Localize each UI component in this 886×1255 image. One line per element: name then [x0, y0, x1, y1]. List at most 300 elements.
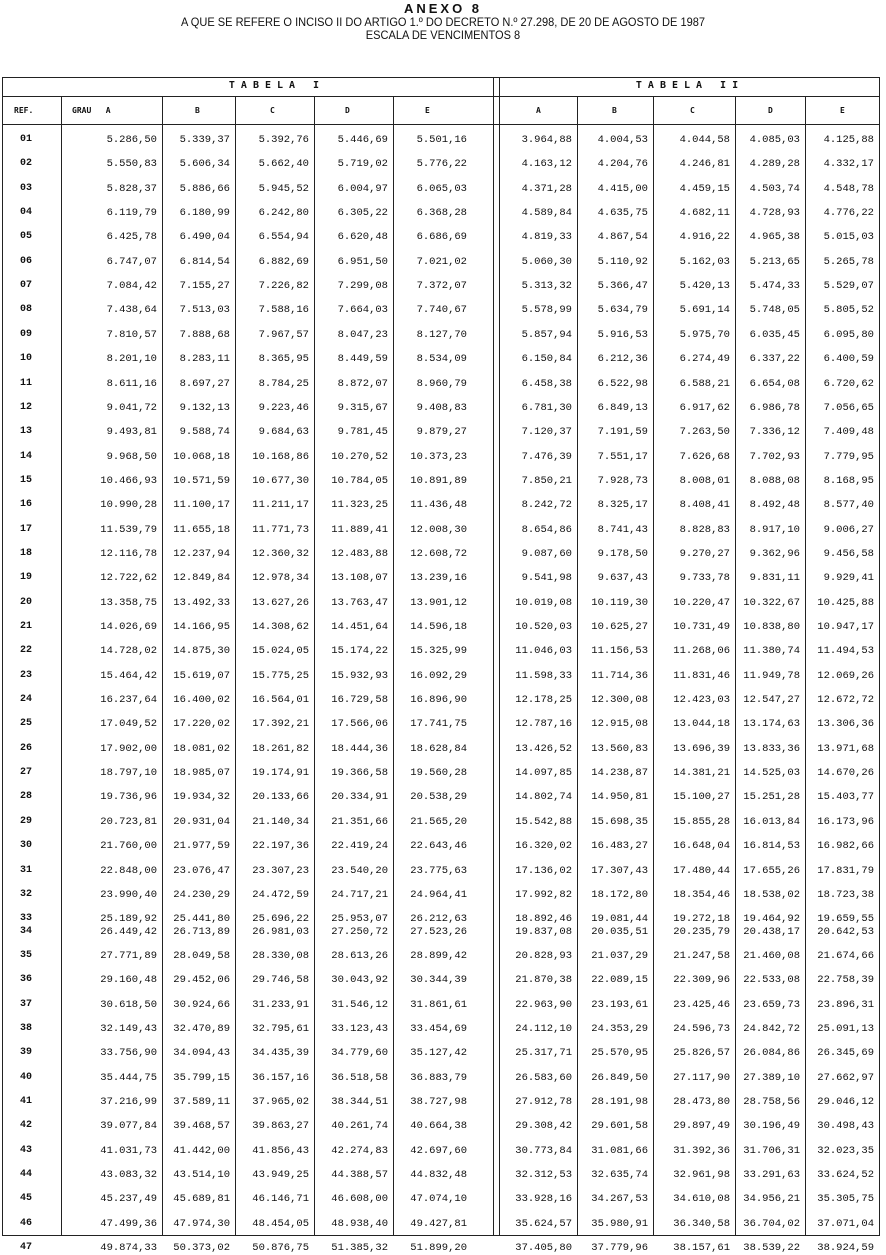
table-row: [0, 790, 886, 804]
table-row: [0, 157, 886, 171]
table-1-value-cell: 16.896,90: [410, 694, 467, 706]
table-2-value-cell: 37.779,96: [591, 1242, 648, 1254]
ref-cell: 44: [20, 1169, 33, 1180]
table-2-value-cell: 6.654,08: [749, 378, 800, 390]
table-1-value-cell: 6.747,07: [106, 256, 157, 268]
table-1-value-cell: 18.444,36: [331, 743, 388, 755]
table-2-value-cell: 14.381,21: [673, 767, 730, 779]
table-row: [0, 206, 886, 220]
table-1-value-cell: 25.953,07: [331, 913, 388, 925]
table-1-value-cell: 7.438,64: [106, 304, 157, 316]
table-1-value-cell: 5.886,66: [179, 183, 230, 195]
table-2-value-cell: 4.548,78: [823, 183, 874, 195]
table-2-value-cell: 9.006,27: [823, 524, 874, 536]
table-2-value-cell: 4.728,93: [749, 207, 800, 219]
table-2-value-cell: 5.420,13: [679, 280, 730, 292]
table-1-value-cell: 7.155,27: [179, 280, 230, 292]
table-1-value-cell: 9.223,46: [258, 402, 309, 414]
t1-col-header-e: E: [425, 106, 430, 115]
table-2-value-cell: 12.787,16: [515, 718, 572, 730]
table-row: [0, 839, 886, 853]
table-1-value-cell: 10.677,30: [252, 475, 309, 487]
table-1-value-cell: 6.305,22: [337, 207, 388, 219]
table-2-value-cell: 6.458,38: [521, 378, 572, 390]
table-2-value-cell: 5.691,14: [679, 304, 730, 316]
table-1-value-cell: 10.270,52: [331, 451, 388, 463]
table-2-value-cell: 32.312,53: [515, 1169, 572, 1181]
table-2-value-cell: 5.474,33: [749, 280, 800, 292]
table-1-value-cell: 14.875,30: [173, 645, 230, 657]
table-row: [0, 1071, 886, 1085]
table-2-value-cell: 9.541,98: [521, 572, 572, 584]
ref-cell: 39: [20, 1047, 33, 1058]
table-2-value-cell: 31.706,31: [743, 1145, 800, 1157]
table-1-value-cell: 25.189,92: [100, 913, 157, 925]
table-2-value-cell: 32.961,98: [673, 1169, 730, 1181]
table-1-value-cell: 11.100,17: [173, 499, 230, 511]
table-1-value-cell: 11.771,73: [252, 524, 309, 536]
table-1-value-cell: 44.832,48: [410, 1169, 467, 1181]
table-1-value-cell: 30.618,50: [100, 999, 157, 1011]
table-1-value-cell: 22.643,46: [410, 840, 467, 852]
table-1-value-cell: 27.771,89: [100, 950, 157, 962]
table-2-value-cell: 6.522,98: [597, 378, 648, 390]
table-1-value-cell: 14.451,64: [331, 621, 388, 633]
table-2-value-cell: 25.826,57: [673, 1047, 730, 1059]
table-row: [0, 1144, 886, 1158]
table-2-value-cell: 13.833,36: [743, 743, 800, 755]
table-2-value-cell: 10.838,80: [743, 621, 800, 633]
table-2-value-cell: 16.814,53: [743, 840, 800, 852]
table-2-value-cell: 13.971,68: [817, 743, 874, 755]
table-2-value-cell: 5.265,78: [823, 256, 874, 268]
table-row: [0, 352, 886, 366]
ref-cell: 11: [20, 378, 33, 389]
table-2-value-cell: 7.928,73: [597, 475, 648, 487]
table-2-value-cell: 26.849,50: [591, 1072, 648, 1084]
table-2-value-cell: 34.610,08: [673, 1193, 730, 1205]
table-1-value-cell: 7.740,67: [416, 304, 467, 316]
table-1-value-cell: 41.442,00: [173, 1145, 230, 1157]
scale-title: ESCALA DE VENCIMENTOS 8: [365, 28, 521, 42]
table-1-value-cell: 5.392,76: [258, 134, 309, 146]
table-row: [0, 620, 886, 634]
table-2-title: TABELA II: [635, 80, 745, 91]
t2-col-header-d: D: [768, 106, 773, 115]
table-1-value-cell: 27.523,26: [410, 926, 467, 938]
table-2-value-cell: 9.178,50: [597, 548, 648, 560]
table-2-value-cell: 4.459,15: [679, 183, 730, 195]
table-1-value-cell: 20.723,81: [100, 816, 157, 828]
table-2-value-cell: 14.802,74: [515, 791, 572, 803]
table-2-value-cell: 17.655,26: [743, 865, 800, 877]
table-2-value-cell: 35.305,75: [817, 1193, 874, 1205]
t2-col-header-e: E: [840, 106, 845, 115]
table-2-value-cell: 4.819,33: [521, 231, 572, 243]
table-2-value-cell: 24.112,10: [515, 1023, 572, 1035]
table-row: [0, 596, 886, 610]
table-2-value-cell: 26.084,86: [743, 1047, 800, 1059]
table-2-value-cell: 30.773,84: [515, 1145, 572, 1157]
ref-cell: 35: [20, 950, 33, 961]
table-2-value-cell: 32.635,74: [591, 1169, 648, 1181]
table-row: [0, 450, 886, 464]
table-1-value-cell: 48.938,40: [331, 1218, 388, 1230]
table-2-value-cell: 34.956,21: [743, 1193, 800, 1205]
table-row: [0, 1217, 886, 1231]
table-2-value-cell: 17.992,82: [515, 889, 572, 901]
table-1-value-cell: 8.365,95: [258, 353, 309, 365]
ref-cell: 26: [20, 743, 33, 754]
table-2-value-cell: 5.857,94: [521, 329, 572, 341]
table-2-value-cell: 5.805,52: [823, 304, 874, 316]
table-1-value-cell: 47.974,30: [173, 1218, 230, 1230]
table-2-value-cell: 4.125,88: [823, 134, 874, 146]
table-2-value-cell: 17.480,44: [673, 865, 730, 877]
table-1-value-cell: 7.588,16: [258, 304, 309, 316]
table-1-value-cell: 32.470,89: [173, 1023, 230, 1035]
table-1-value-cell: 22.419,24: [331, 840, 388, 852]
table-1-value-cell: 50.876,75: [252, 1242, 309, 1254]
table-1-value-cell: 46.146,71: [252, 1193, 309, 1205]
table-2-value-cell: 11.831,46: [673, 670, 730, 682]
table-1-value-cell: 10.068,18: [173, 451, 230, 463]
table-1-value-cell: 9.315,67: [337, 402, 388, 414]
table-1-value-cell: 15.464,42: [100, 670, 157, 682]
table-2-value-cell: 6.274,49: [679, 353, 730, 365]
table-1-value-cell: 23.775,63: [410, 865, 467, 877]
table-2-value-cell: 19.464,92: [743, 913, 800, 925]
table-1-value-cell: 9.684,63: [258, 426, 309, 438]
table-1-value-cell: 12.978,34: [252, 572, 309, 584]
table-2-value-cell: 33.624,52: [817, 1169, 874, 1181]
table-2-value-cell: 11.156,53: [591, 645, 648, 657]
ref-cell: 16: [20, 499, 33, 510]
table-row: [0, 279, 886, 293]
table-2-value-cell: 8.325,17: [597, 499, 648, 511]
table-1-value-cell: 14.166,95: [173, 621, 230, 633]
table-1-value-cell: 44.388,57: [331, 1169, 388, 1181]
table-2-value-cell: 20.235,79: [673, 926, 730, 938]
table-1-value-cell: 37.965,02: [252, 1096, 309, 1108]
t2-col-header-a: A: [536, 106, 541, 115]
table-2-value-cell: 26.345,69: [817, 1047, 874, 1059]
table-1-value-cell: 21.977,59: [173, 840, 230, 852]
table-2-value-cell: 21.870,38: [515, 974, 572, 986]
table-2-value-cell: 13.174,63: [743, 718, 800, 730]
table-2-value-cell: 7.779,95: [823, 451, 874, 463]
table-row: [0, 498, 886, 512]
table-2-value-cell: 8.492,48: [749, 499, 800, 511]
table-1-value-cell: 47.074,10: [410, 1193, 467, 1205]
table-1-value-cell: 7.226,82: [258, 280, 309, 292]
table-1-value-cell: 45.689,81: [173, 1193, 230, 1205]
table-1-value-cell: 6.425,78: [106, 231, 157, 243]
table-2-value-cell: 29.308,42: [515, 1120, 572, 1132]
table-2-value-cell: 5.015,03: [823, 231, 874, 243]
table-1-value-cell: 43.083,32: [100, 1169, 157, 1181]
table-1-value-cell: 15.619,07: [173, 670, 230, 682]
table-1-value-cell: 5.662,40: [258, 158, 309, 170]
table-1-value-cell: 32.149,43: [100, 1023, 157, 1035]
table-1-value-cell: 26.981,03: [252, 926, 309, 938]
table-2-value-cell: 17.831,79: [817, 865, 874, 877]
ref-cell: 01: [20, 134, 33, 145]
table-2-value-cell: 20.642,53: [817, 926, 874, 938]
table-1-value-cell: 39.863,27: [252, 1120, 309, 1132]
table-2-value-cell: 11.268,06: [673, 645, 730, 657]
table-1-value-cell: 16.729,58: [331, 694, 388, 706]
table-row: [0, 669, 886, 683]
title-rule: [2, 96, 880, 97]
table-row: [0, 973, 886, 987]
table-2-value-cell: 9.362,96: [749, 548, 800, 560]
table-1-value-cell: 29.746,58: [252, 974, 309, 986]
ref-cell: 10: [20, 353, 33, 364]
table-2-value-cell: 16.648,04: [673, 840, 730, 852]
table-2-value-cell: 4.163,12: [521, 158, 572, 170]
table-1-value-cell: 35.127,42: [410, 1047, 467, 1059]
table-2-value-cell: 7.263,50: [679, 426, 730, 438]
table-2-value-cell: 5.366,47: [597, 280, 648, 292]
table-2-value-cell: 25.570,95: [591, 1047, 648, 1059]
table-1-value-cell: 38.344,51: [331, 1096, 388, 1108]
table-1-value-cell: 17.566,06: [331, 718, 388, 730]
table-1-value-cell: 5.550,83: [106, 158, 157, 170]
table-1-value-cell: 10.891,89: [410, 475, 467, 487]
table-2-value-cell: 7.120,37: [521, 426, 572, 438]
table-2-value-cell: 14.097,85: [515, 767, 572, 779]
table-2-value-cell: 10.119,30: [591, 597, 648, 609]
table-1-value-cell: 43.514,10: [173, 1169, 230, 1181]
ref-cell: 20: [20, 597, 33, 608]
table-2-value-cell: 36.704,02: [743, 1218, 800, 1230]
table-1-value-cell: 24.230,29: [173, 889, 230, 901]
table-1-value-cell: 9.041,72: [106, 402, 157, 414]
table-1-value-cell: 23.307,23: [252, 865, 309, 877]
ref-cell: 09: [20, 329, 33, 340]
table-1-value-cell: 6.242,80: [258, 207, 309, 219]
table-2-value-cell: 9.087,60: [521, 548, 572, 560]
table-2-value-cell: 25.317,71: [515, 1047, 572, 1059]
table-2-value-cell: 9.831,11: [749, 572, 800, 584]
table-2-value-cell: 10.625,27: [591, 621, 648, 633]
table-1-value-cell: 9.588,74: [179, 426, 230, 438]
table-2-value-cell: 23.896,31: [817, 999, 874, 1011]
table-2-value-cell: 10.947,17: [817, 621, 874, 633]
table-1-value-cell: 7.372,07: [416, 280, 467, 292]
table-1-value-cell: 39.077,84: [100, 1120, 157, 1132]
table-2-value-cell: 10.220,47: [673, 597, 730, 609]
ref-cell: 32: [20, 889, 33, 900]
table-1-value-cell: 29.160,48: [100, 974, 157, 986]
ref-cell: 40: [20, 1072, 33, 1083]
table-2-value-cell: 11.380,74: [743, 645, 800, 657]
table-2-value-cell: 13.426,52: [515, 743, 572, 755]
ref-cell: 36: [20, 974, 33, 985]
table-1-value-cell: 12.360,32: [252, 548, 309, 560]
table-2-value-cell: 6.588,21: [679, 378, 730, 390]
ref-cell: 42: [20, 1120, 33, 1131]
table-2-value-cell: 32.023,35: [817, 1145, 874, 1157]
table-2-value-cell: 11.714,36: [591, 670, 648, 682]
table-1-value-cell: 12.116,78: [100, 548, 157, 560]
table-1-value-cell: 26.212,63: [410, 913, 467, 925]
table-1-value-cell: 18.797,10: [100, 767, 157, 779]
table-1-title: TABELA I: [228, 80, 326, 91]
table-row: [0, 133, 886, 147]
table-1-value-cell: 21.140,34: [252, 816, 309, 828]
table-2-value-cell: 6.849,13: [597, 402, 648, 414]
table-2-value-cell: 6.720,62: [823, 378, 874, 390]
table-1-value-cell: 28.613,26: [331, 950, 388, 962]
table-1-value-cell: 9.408,83: [416, 402, 467, 414]
table-1-value-cell: 45.237,49: [100, 1193, 157, 1205]
table-2-value-cell: 4.371,28: [521, 183, 572, 195]
table-2-value-cell: 26.583,60: [515, 1072, 572, 1084]
table-2-value-cell: 27.662,97: [817, 1072, 874, 1084]
table-1-value-cell: 10.784,05: [331, 475, 388, 487]
table-2-value-cell: 4.289,28: [749, 158, 800, 170]
table-2-value-cell: 3.964,88: [521, 134, 572, 146]
table-1-value-cell: 13.492,33: [173, 597, 230, 609]
table-1-value-cell: 10.373,23: [410, 451, 467, 463]
table-2-value-cell: 31.081,66: [591, 1145, 648, 1157]
table-1-value-cell: 32.795,61: [252, 1023, 309, 1035]
table-2-value-cell: 27.117,90: [673, 1072, 730, 1084]
table-1-value-cell: 29.452,06: [173, 974, 230, 986]
table-1-value-cell: 18.985,07: [173, 767, 230, 779]
table-1-value-cell: 38.727,98: [410, 1096, 467, 1108]
table-2-value-cell: 5.313,32: [521, 280, 572, 292]
table-row: [0, 925, 886, 939]
table-row: [0, 1022, 886, 1036]
table-1-value-cell: 11.889,41: [331, 524, 388, 536]
table-2-value-cell: 16.320,02: [515, 840, 572, 852]
table-2-value-cell: 34.267,53: [591, 1193, 648, 1205]
table-2-value-cell: 5.748,05: [749, 304, 800, 316]
table-2-value-cell: 19.837,08: [515, 926, 572, 938]
t1-col-header-b: B: [195, 106, 200, 115]
table-1-value-cell: 25.441,80: [173, 913, 230, 925]
table-row: [0, 425, 886, 439]
table-1-value-cell: 27.250,72: [331, 926, 388, 938]
table-1-value-cell: 41.856,43: [252, 1145, 309, 1157]
t2-col-header-b: B: [612, 106, 617, 115]
table-2-value-cell: 4.415,00: [597, 183, 648, 195]
table-2-value-cell: 14.525,03: [743, 767, 800, 779]
table-row: [0, 328, 886, 342]
table-2-value-cell: 5.975,70: [679, 329, 730, 341]
table-2-value-cell: 15.100,27: [673, 791, 730, 803]
table-1-value-cell: 9.781,45: [337, 426, 388, 438]
table-1-value-cell: 15.024,05: [252, 645, 309, 657]
t2-col-header-c: C: [690, 106, 695, 115]
table-1-value-cell: 16.564,01: [252, 694, 309, 706]
table-2-value-cell: 4.204,76: [597, 158, 648, 170]
table-row: [0, 303, 886, 317]
ref-cell: 14: [20, 451, 33, 462]
table-1-value-cell: 35.799,15: [173, 1072, 230, 1084]
table-1-value-cell: 7.888,68: [179, 329, 230, 341]
table-1-value-cell: 6.180,99: [179, 207, 230, 219]
table-2-value-cell: 33.291,63: [743, 1169, 800, 1181]
table-2-value-cell: 10.731,49: [673, 621, 730, 633]
table-2-value-cell: 19.272,18: [673, 913, 730, 925]
table-1-value-cell: 8.534,09: [416, 353, 467, 365]
table-2-value-cell: 5.162,03: [679, 256, 730, 268]
table-2-value-cell: 22.309,96: [673, 974, 730, 986]
table-2-value-cell: 4.332,17: [823, 158, 874, 170]
table-2-value-cell: 4.867,54: [597, 231, 648, 243]
table-1-value-cell: 43.949,25: [252, 1169, 309, 1181]
table-1-value-cell: 19.366,58: [331, 767, 388, 779]
table-row: [0, 949, 886, 963]
table-2-value-cell: 4.589,84: [521, 207, 572, 219]
table-2-value-cell: 22.758,39: [817, 974, 874, 986]
table-1-value-cell: 19.736,96: [100, 791, 157, 803]
table-1-value-cell: 37.216,99: [100, 1096, 157, 1108]
table-2-value-cell: 24.842,72: [743, 1023, 800, 1035]
table-1-value-cell: 34.094,43: [173, 1047, 230, 1059]
table-1-value-cell: 6.620,48: [337, 231, 388, 243]
table-row: [0, 230, 886, 244]
annex-title: ANEXO 8: [403, 1, 483, 16]
table-row: [0, 815, 886, 829]
table-2-value-cell: 12.547,27: [743, 694, 800, 706]
table-1-value-cell: 6.004,97: [337, 183, 388, 195]
table-2-value-cell: 11.046,03: [515, 645, 572, 657]
ref-cell: 22: [20, 645, 33, 656]
table-2-value-cell: 23.193,61: [591, 999, 648, 1011]
ref-cell: 29: [20, 816, 33, 827]
table-2-value-cell: 28.191,98: [591, 1096, 648, 1108]
table-1-value-cell: 6.119,79: [106, 207, 157, 219]
table-1-value-cell: 34.779,60: [331, 1047, 388, 1059]
table-1-value-cell: 13.358,75: [100, 597, 157, 609]
table-1-value-cell: 5.339,37: [179, 134, 230, 146]
table-2-value-cell: 20.438,17: [743, 926, 800, 938]
table-2-value-cell: 7.409,48: [823, 426, 874, 438]
table-1-value-cell: 18.081,02: [173, 743, 230, 755]
table-2-value-cell: 4.503,74: [749, 183, 800, 195]
table-2-value-cell: 18.892,46: [515, 913, 572, 925]
ref-cell: 19: [20, 572, 33, 583]
table-2-value-cell: 17.136,02: [515, 865, 572, 877]
table-1-value-cell: 11.211,17: [252, 499, 309, 511]
table-1-value-cell: 14.728,02: [100, 645, 157, 657]
ref-cell: 45: [20, 1193, 33, 1204]
table-1-value-cell: 13.901,12: [410, 597, 467, 609]
table-1-value-cell: 7.513,03: [179, 304, 230, 316]
table-2-value-cell: 6.986,78: [749, 402, 800, 414]
t1-col-header-d: D: [345, 106, 350, 115]
table-1-value-cell: 49.874,33: [100, 1242, 157, 1254]
table-1-value-cell: 16.092,29: [410, 670, 467, 682]
table-1-value-cell: 6.882,69: [258, 256, 309, 268]
table-1-value-cell: 26.713,89: [173, 926, 230, 938]
table-row: [0, 1168, 886, 1182]
ref-cell: 38: [20, 1023, 33, 1034]
table-1-value-cell: 6.814,54: [179, 256, 230, 268]
table-2-value-cell: 19.659,55: [817, 913, 874, 925]
table-2-value-cell: 18.723,38: [817, 889, 874, 901]
ref-column-header: REF.: [14, 106, 34, 115]
table-1-value-cell: 14.308,62: [252, 621, 309, 633]
table-2-value-cell: 13.696,39: [673, 743, 730, 755]
table-1-value-cell: 12.483,88: [331, 548, 388, 560]
table-1-value-cell: 33.756,90: [100, 1047, 157, 1059]
